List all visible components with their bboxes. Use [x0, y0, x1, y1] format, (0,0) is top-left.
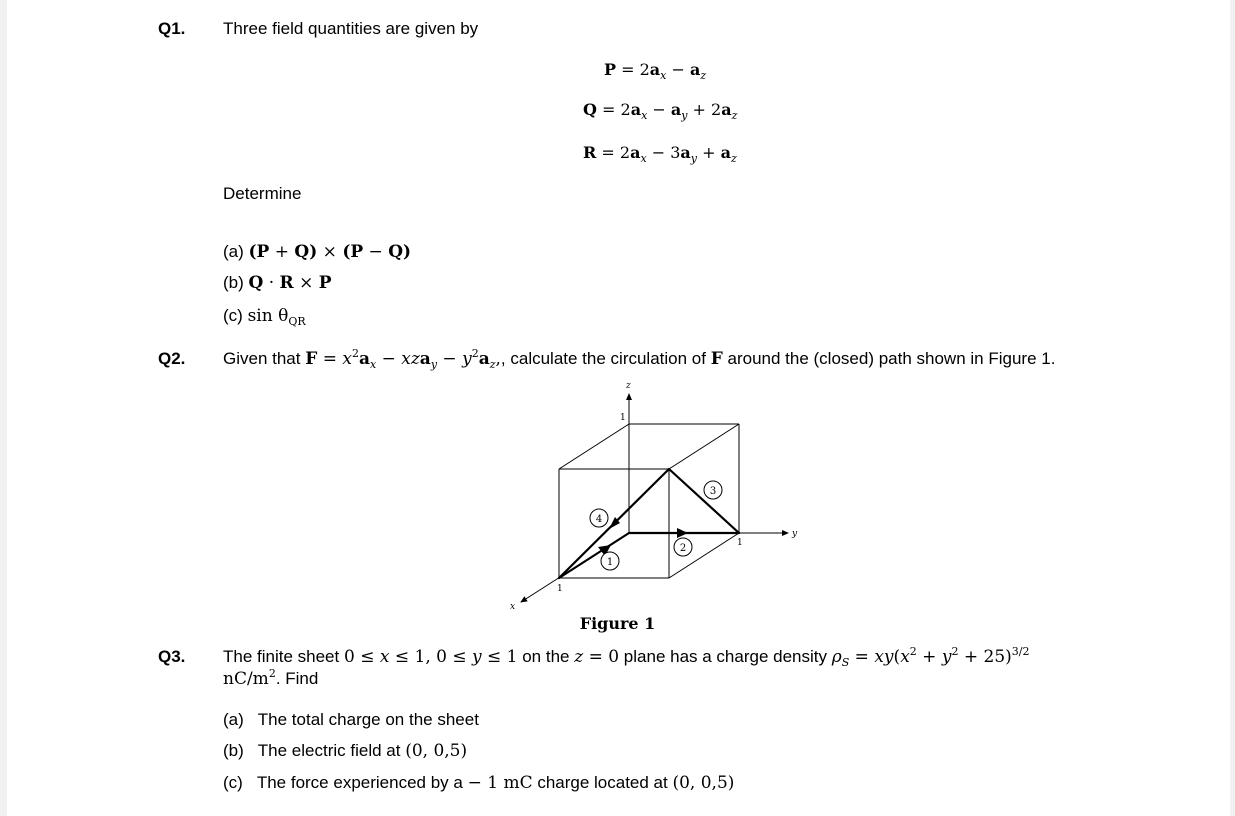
q3-part-a: (a) The total charge on the sheet — [223, 710, 479, 729]
figure-1-caption: Figure 1 — [579, 614, 656, 633]
q3-part-c: (c) The force experienced by a − 1 mC charge located at (0, 0,5) — [223, 773, 735, 793]
axes — [521, 394, 788, 602]
left-page-margin — [0, 0, 7, 816]
q1-part-c: (c) $\sin \theta_{QR}$ — [223, 306, 306, 328]
equation-r: $R = 2a_x - 3a_y + a_z$ — [583, 143, 737, 165]
segment-2-label: 2 — [679, 543, 687, 554]
equation-p: $P = 2a_x - a_z$ — [604, 60, 707, 82]
z-tick-1: 1 — [620, 413, 626, 423]
x-axis-label: x — [510, 602, 516, 612]
cube-edges — [559, 424, 739, 578]
y-tick-1: 1 — [737, 538, 743, 548]
equation-q: $Q = 2a_x - a_y + 2a_z$ — [583, 100, 738, 122]
path-segment-3 — [669, 469, 739, 533]
segment-3-label: 3 — [709, 486, 717, 497]
z-axis-label: z — [626, 381, 631, 391]
q1-part-a: (a) (P + Q) × (P − Q) — [223, 242, 412, 262]
segment-4-label: 4 — [595, 514, 603, 525]
q1-part-b: (b) Q · R × P — [223, 273, 332, 293]
segment-2-arrow — [677, 528, 688, 538]
question-2-number: Q2. — [158, 349, 186, 368]
right-page-margin — [1230, 0, 1235, 816]
path-segment-1 — [559, 533, 629, 578]
question-3-text-line1: The finite sheet 0 ≤ x ≤ 1, 0 ≤ y ≤ 1 on the z = 0 plane has a charge density $\rho_S = xy(x^2 + y^2 + 25)^{3/2}$ — [223, 645, 1030, 669]
determine-label: Determine — [223, 184, 302, 203]
y-axis-label: y — [792, 529, 798, 539]
question-3-text-line2: $nC/m^2$. Find — [223, 667, 319, 689]
figure-1-diagram — [500, 378, 810, 614]
segment-1-label: 1 — [606, 557, 614, 568]
question-1-number: Q1. — [158, 19, 186, 38]
question-2-text: Given that $F = x^2a_x - xza_y - y^2a_z$,, calculate the circulation of F around the (closed) path shown in Figure 1. — [223, 347, 1056, 371]
x-tick-1: 1 — [557, 584, 563, 594]
question-1-intro: Three field quantities are given by — [223, 19, 479, 38]
question-3-number: Q3. — [158, 647, 186, 666]
q3-part-b: (b) The electric field at (0, 0,5) — [223, 741, 468, 761]
